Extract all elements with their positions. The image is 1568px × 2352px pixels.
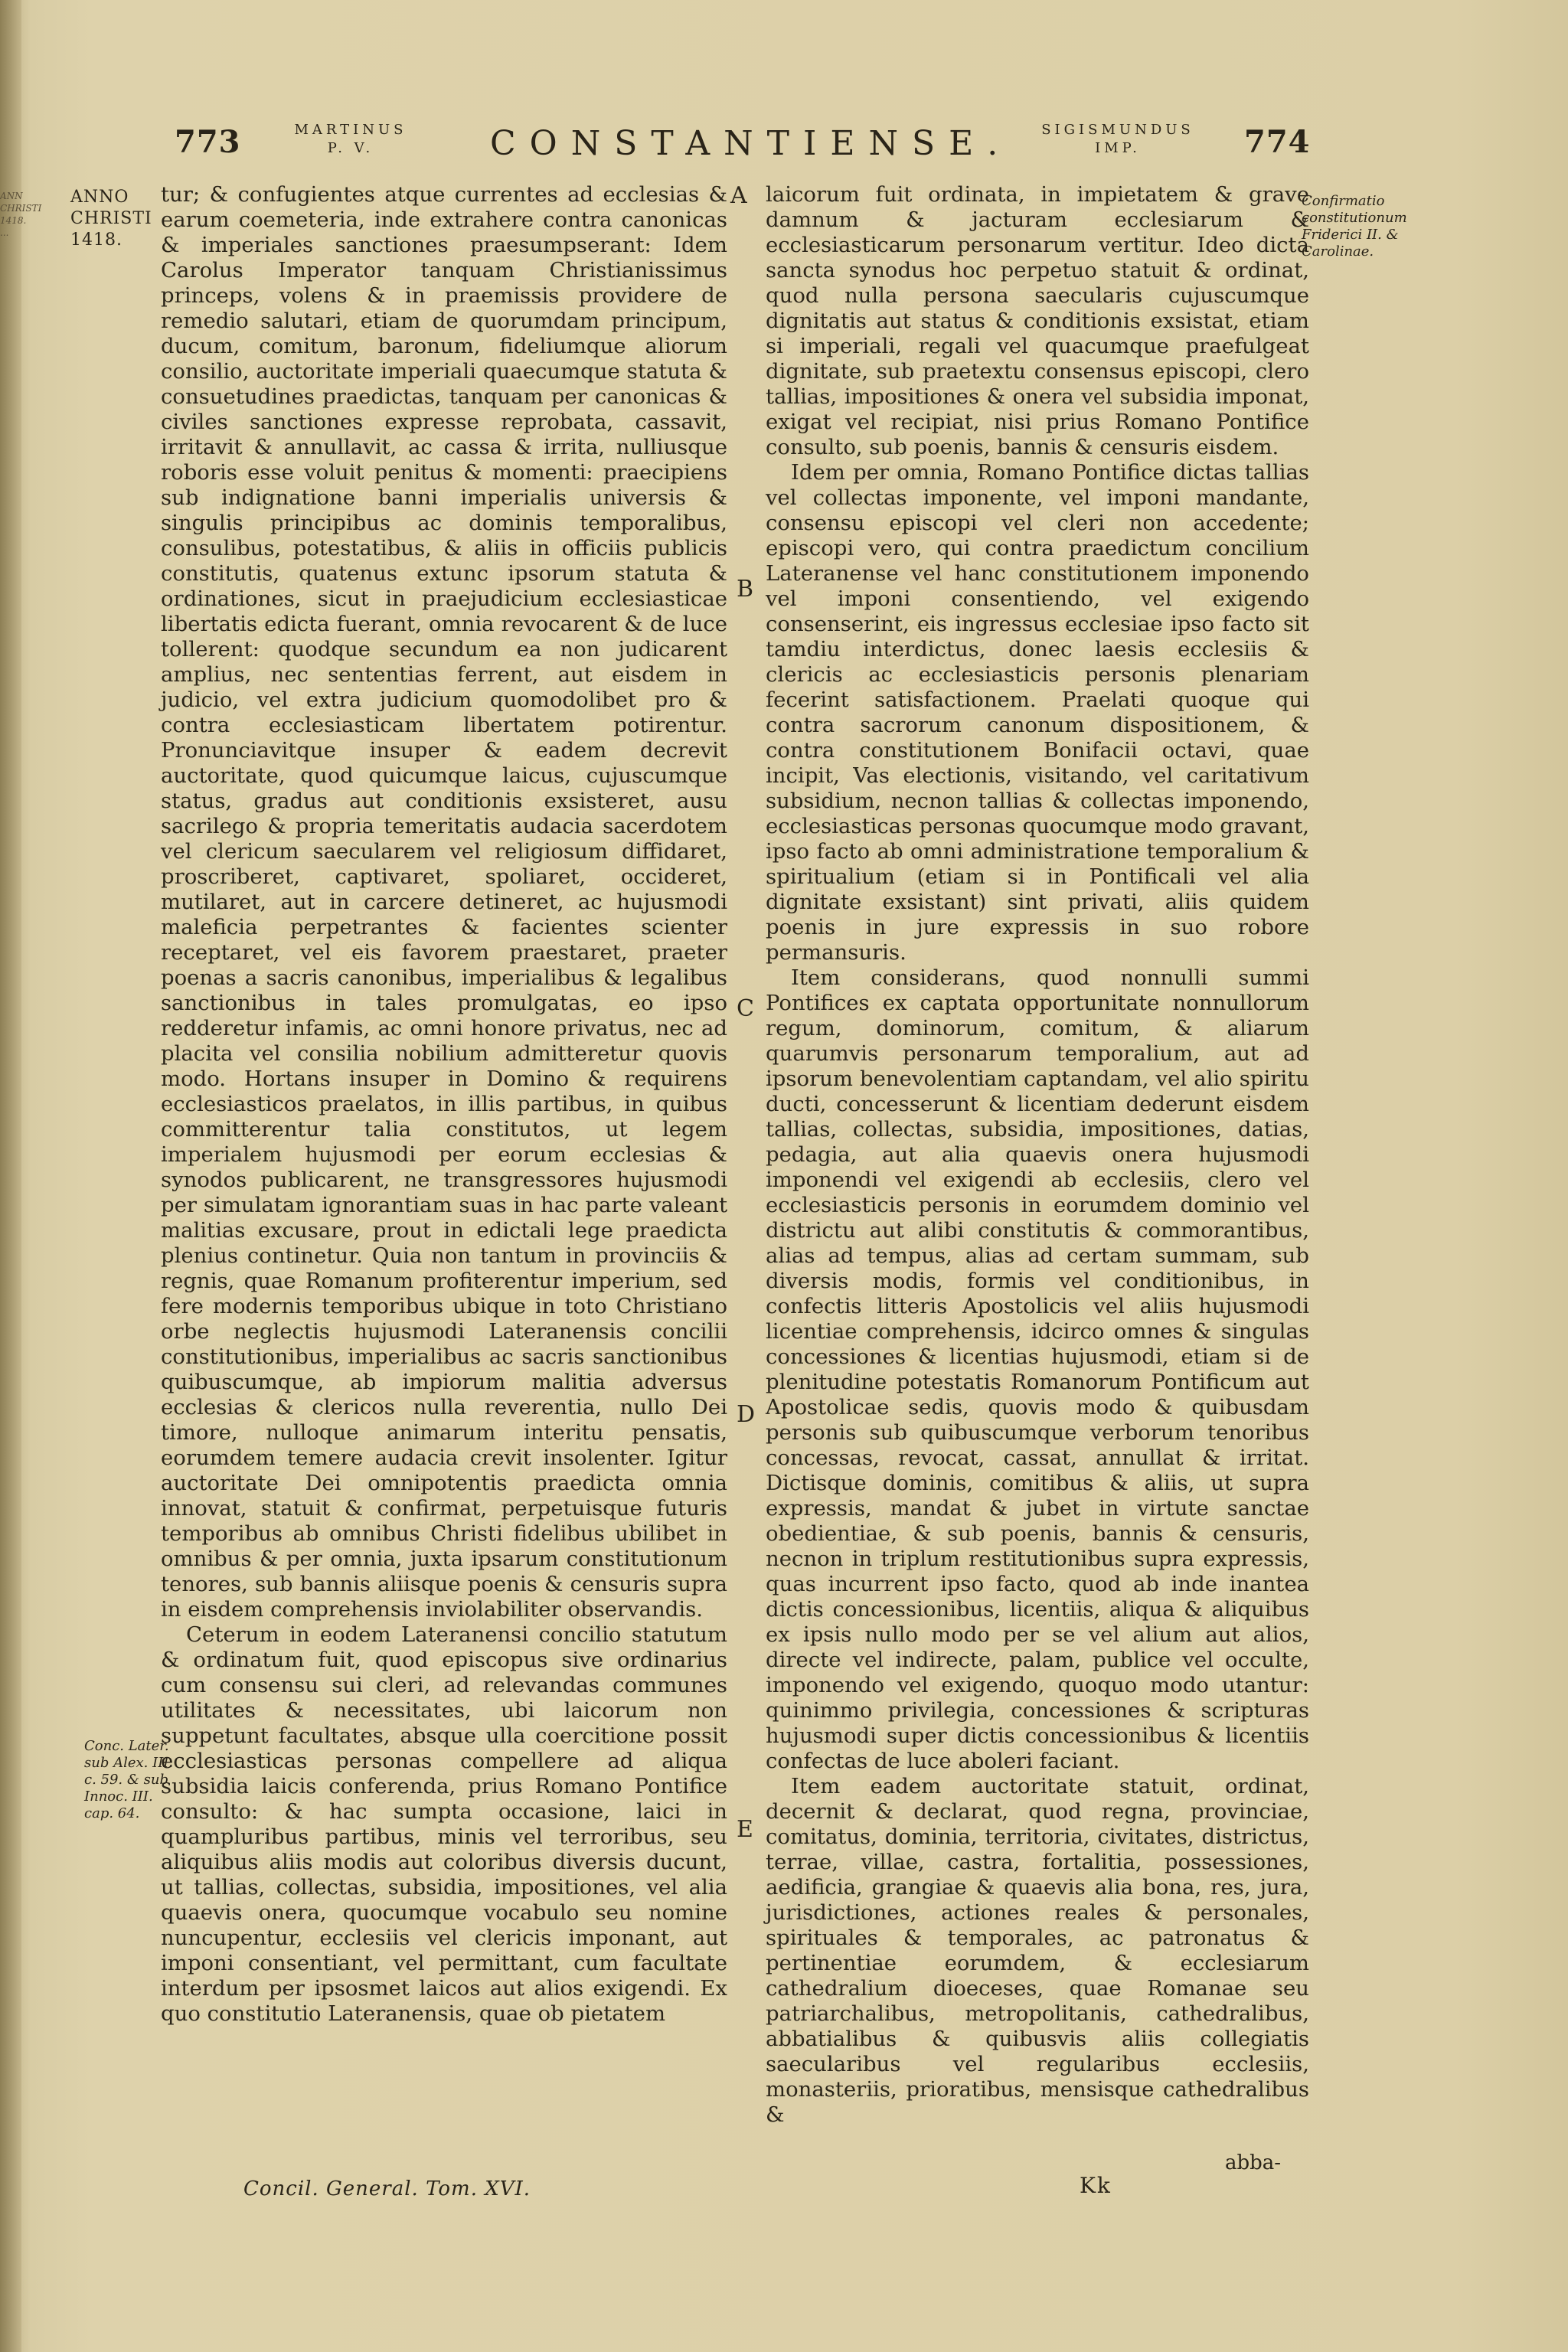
margin-note-right: Confirmatio constitutionum Friderici II. & Carolinae. bbox=[1302, 193, 1407, 260]
section-letter-c: C bbox=[737, 995, 754, 1022]
page-number-left: 773 bbox=[175, 124, 241, 160]
paragraph: Item eadem auctoritate statuit, ordinat, decernit & declarat, quod regna, provinciae, comitatus, dominia, territoria, civitates, districtus, terrae, villae, castra, fortalitia, possessiones, aedificia, grangiae & quaevis alia bona, res, jura, jurisdictiones, actiones reales & personales, spirituales & temporales, ac patronatus & pertinentiae eorumdem, & ecclesiarum cathedralium dioeceses, quae Romanae seu patriarchalibus, metropolitanis, cathedralibus, abbatialibus & quibusvis aliis collegiatis saecularibus vel regularibus ecclesiis, monasteriis, prioratibus, mensisque cathedralibus & bbox=[766, 1774, 1309, 2127]
margin-year: ANNO CHRISTI 1418. bbox=[70, 188, 152, 250]
paragraph: Ceterum in eodem Lateranensi concilio statutum & ordinatum fuit, quod episcopus sive ordinarius cum consensu sui cleri, ad relevandas communes utilitates & necessitates, ubi laicorum non suppetunt facultates, absque ulla coercitione possit ecclesiasticas personas compellere ad aliqua subsidia laicis conferenda, prius Romano Pontifice consulto: & hac sumpta occasione, laici in quampluribus partibus, minis vel terroribus, seu aliquibus aliis modis aut coloribus diversis ducunt, ut tallias, collectas, subsidia, impositiones, vel alia quaevis onera, quocumque vocabulo seu nomine nuncupentur, ecclesiis vel clericis imponant, aut imponi consentiant, vel permittant, cum facultate interdum per ipsosmet laicos aut alios exigendi. Ex quo constitutio Lateranensis, quae ob pietatem bbox=[161, 1622, 727, 2026]
section-letter-b: B bbox=[737, 576, 754, 603]
left-column bbox=[161, 182, 727, 2027]
paragraph: laicorum fuit ordinata, in impietatem & grave damnum & jacturam ecclesiarum & ecclesiasticarum personarum vertitur. Ideo dicta sancta synodus hoc perpetuo statuit & ordinat, quod nulla persona saecularis cujuscumque dignitatis aut status & conditionis exsistat, etiam si imperiali, regali vel quacumque praefulgeat dignitate, sub praetextu consensus episcopi, clero tallias, impositiones & onera vel subsidia imponat, exigat vel recipiat, nisi prius Romano Pontifice consulto, sub poenis, bannis & censuris eisdem. bbox=[766, 182, 1309, 459]
page-number-right: 774 bbox=[1244, 124, 1311, 160]
signature-mark: Kk bbox=[1080, 2173, 1112, 2198]
section-letter-d: D bbox=[737, 1401, 756, 1428]
section-letter-e: E bbox=[737, 1816, 753, 1843]
section-letter-a: A bbox=[730, 182, 747, 209]
paragraph: Item considerans, quod nonnulli summi Pontifices ex captata opportunitate nonnullorum regum, dominorum, comitum, & aliarum quarumvis personarum temporalium, aut ad ipsorum benevolentiam captandam, vel alio spiritu ducti, concesserunt & licentiam dederunt eisdem tallias, collectas, subsidia, impositiones, datias, pedagia, aut alia quaevis onera hujusmodi imponendi vel exigendi ab ecclesiis, clero vel ecclesiasticis personis in eorumdem dominio vel districtu aut alibi constitutis & commorantibus, alias ad tempus, alias ad certam summam, sub diversis modis, formis vel conditionibus, in confectis litteris Apostolicis vel aliis hujusmodi licentiae comprehensis, idcirco omnes & singulas concessiones & licentias hujusmodi, etiam si de plenitudine potestatis Romanorum Pontificum aut Apostolicae sedis, quovis modo & quibusdam personis sub quibuscumque verborum tenoribus concessas, revocat, cassat, annullat & irritat. Dictisque dominis, comitibus & aliis, ut supra expressis, mandat & jubet in virtute sanctae obedientiae, & sub poenis, bannis & censuris, necnon in triplum restitutionibus supra expressis, quas incurrent ipso facto, quod ab inde inantea dictis concessionibus, licentiis, aliqua & aliquibus ex ipsis nullo modo per se vel alium aut alios, directe vel indirecte, palam, publice vel occulte, imponendo vel exigendo, quoquo modo utantur: quinimmo privilegia, concessiones & scripturas hujusmodi super dictis concessionibus & licentiis confectas de luce aboleri faciant. bbox=[766, 965, 1309, 1773]
header-pope: MARTINUS P. V. bbox=[294, 122, 407, 156]
cut-margin-text: ANN CHRISTI 1418. ... bbox=[0, 191, 42, 238]
binding-edge bbox=[0, 0, 42, 2352]
header-emperor: SIGISMUNDUS IMP. bbox=[1041, 122, 1194, 156]
header-title: CONSTANTIENSE. bbox=[490, 124, 1012, 163]
footer-signature: Concil. General. Tom. XVI. bbox=[243, 2177, 531, 2200]
catchword: abba- bbox=[1225, 2151, 1282, 2174]
paragraph: Idem per omnia, Romano Pontifice dictas tallias vel collectas imponente, vel imponi mandante, consensu episcopi vel cleri non accedente; episcopi vero, qui contra praedictum concilium Lateranense vel hanc constitutionem imponendo vel imponi consentiendo, vel exigendo consenserint, eis ingressus ecclesiae ipso facto sit tamdiu interdictus, donec laesis ecclesiis & clericis ac ecclesiasticis personis plenariam fecerint satisfactionem. Praelati quoque qui contra sacrorum canonum dispositionem, & contra constitutionem Bonifacii octavi, quae incipit, Vas electionis, visitando, vel caritativum subsidium, necnon tallias & collectas imponendo, ecclesiasticas personas quocumque modo gravant, ipso facto ab omni administratione temporalium & spiritualium (etiam si in Pontificali vel alia dignitate exsistant) sint privati, aliis quidem poenis in jure expressis in suo robore permansuris. bbox=[766, 460, 1309, 965]
running-header bbox=[0, 115, 1568, 176]
paragraph: tur; & confugientes atque currentes ad ecclesias & earum coemeteria, inde extrahere contra canonicas & imperiales sanctiones praesumpserant: Idem Carolus Imperator tanquam Christianissimus princeps, volens & in praemissis providere de remedio salutari, etiam de quorumdam principum, ducum, comitum, baronum, fideliumque aliorum consilio, auctoritate imperiali quaecumque statuta & consuetudines praedictas, tanquam per canonicas & civiles sanctiones expresse reprobata, cassavit, irritavit & annullavit, ac cassa & irrita, nulliusque roboris esse voluit penitus & momenti: praecipiens sub indignatione banni imperialis universis & singulis principibus ac dominis temporalibus, consulibus, potestatibus, & aliis in officiis publicis constitutis, quatenus extunc ipsorum statuta & ordinationes, sicut in praejudicium ecclesiasticae libertatis edicta fuerant, omnia revocarent & de luce tollerent: quodque secundum ea non judicarent amplius, nec sententias ferrent, aut eisdem in judicio, vel extra judicium quomodolibet pro & contra ecclesiasticam libertatem potirentur. Pronunciavitque insuper & eadem decrevit auctoritate, quod quicumque laicus, cujuscumque status, gradus aut conditionis exsisteret, ausu sacrilego & propria temeritatis audacia sacerdotem vel clericum saecularem vel religiosum diffidaret, proscriberet, captivaret, spoliaret, occideret, mutilaret, aut in carcere detineret, ac hujusmodi maleficia perpetrantes & facientes scienter receptaret, vel eis favorem praestaret, praeter poenas a sacris canonibus, imperialibus & legalibus sanctionibus in tales promulgatas, eo ipso redderetur infamis, ac omni honore privatus, nec ad placita vel consilia nobilium admitteretur quovis modo. Hortans insuper in Domino & requirens ecclesiasticos praelatos, in illis partibus, in quibus committerentur talia constitutos, ut legem imperialem hujusmodi per eorum ecclesias & synodos publicarent, ne transgressores hujusmodi per simulatam ignorantiam suas in hac parte valeant malitias excusare, prout in edictali lege praedicta plenius continetur. Quia non tantum in provinciis & regnis, quae Romanum profiterentur imperium, sed fere modernis temporibus ubique in toto Christiano orbe neglectis hujusmodi Lateranensis concilii constitutionibus, imperialibus ac sacris sanctionibus quibuscumque, ab impiorum malitia adversus ecclesias & clericos nulla reverentia, nullo Dei timore, nulloque animarum interitu pensatis, eorumdem temere audacia crevit insolenter. Igitur auctoritate Dei omnipotentis praedicta omnia innovat, statuit & confirmat, perpetuisque futuris temporibus ab omnibus Christi fidelibus ubilibet in omnibus & per omnia, juxta ipsarum constitutionum tenores, sub bannis aliisque poenis & censuris supra in eisdem comprehensis inviolabiliter observandis. bbox=[161, 182, 727, 1622]
right-column bbox=[766, 182, 1309, 2128]
margin-note-left: Conc. Later. sub Alex. III. c. 59. & sub Innoc. III. cap. 64. bbox=[84, 1738, 174, 1821]
